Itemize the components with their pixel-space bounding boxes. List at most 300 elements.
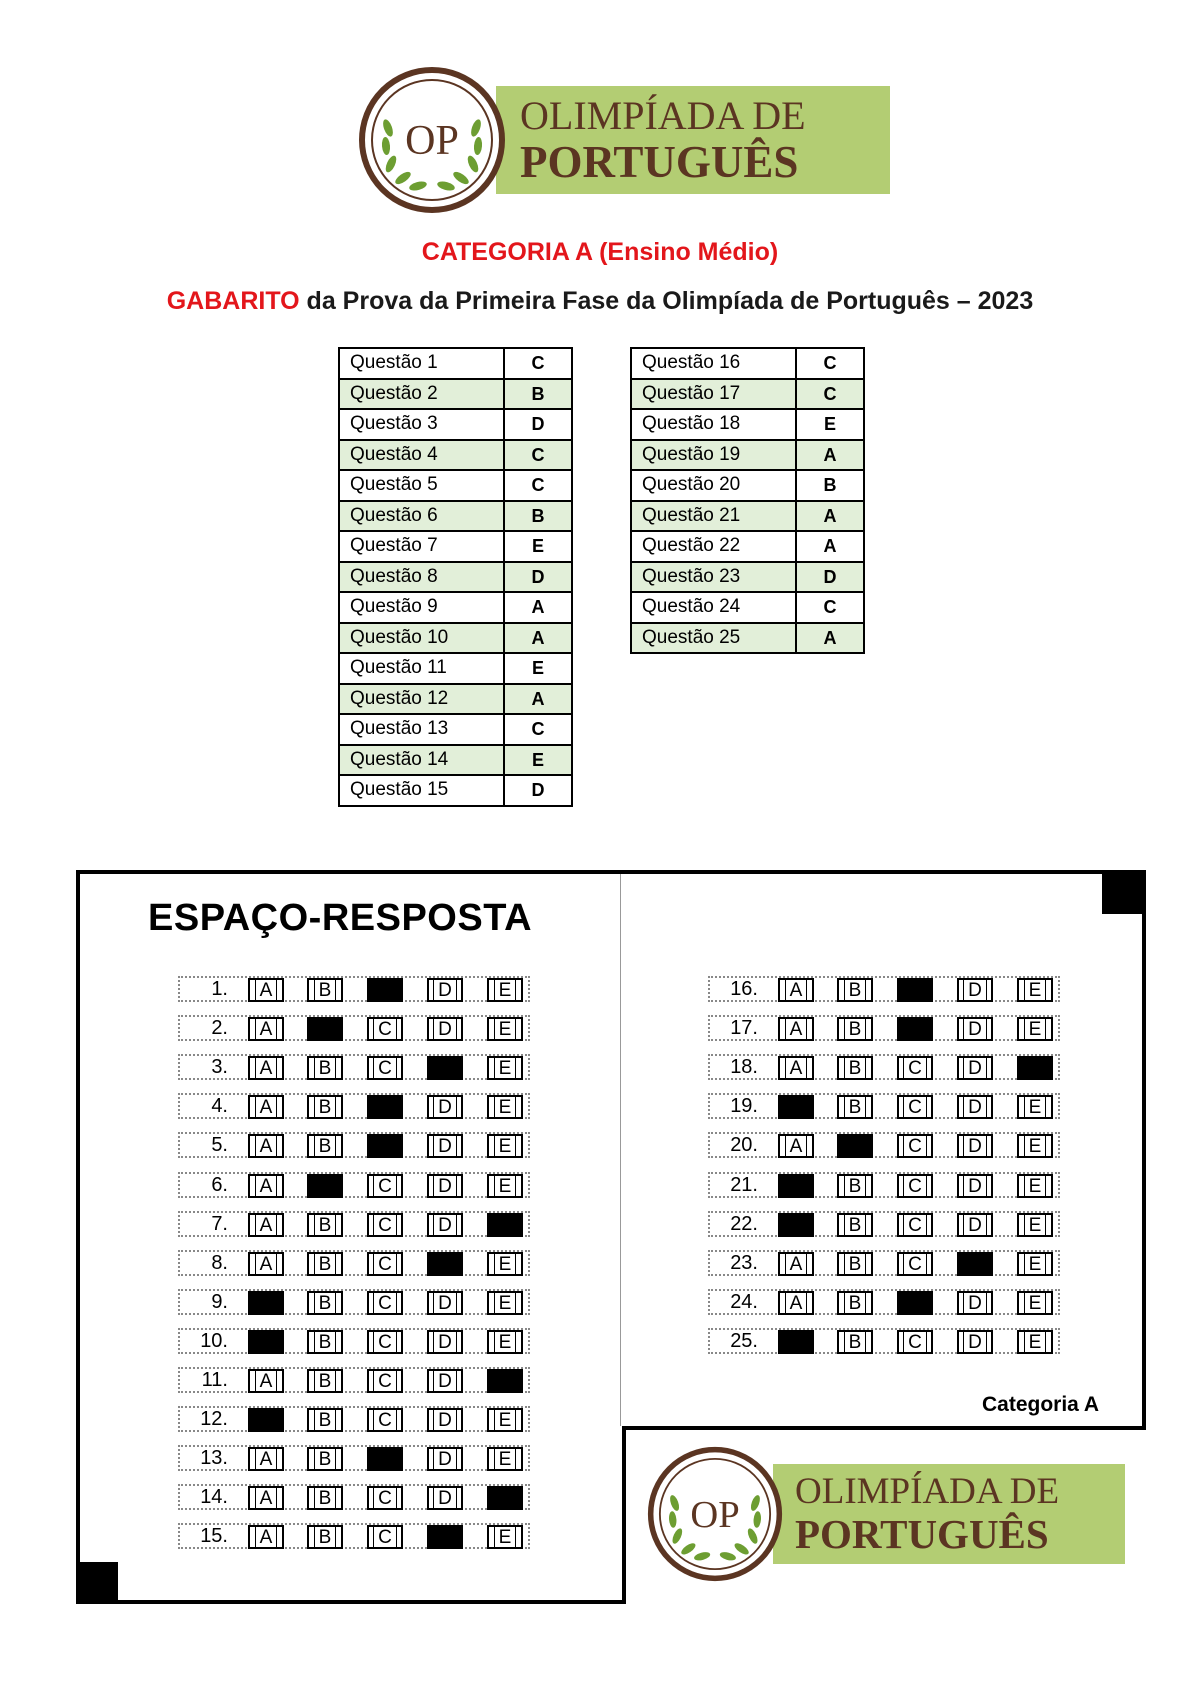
bubble-e[interactable] [487,1095,523,1119]
row-frame [178,1328,530,1354]
bubble-filled-c[interactable] [367,978,403,1002]
question-label: Questão 1 [339,348,504,379]
bubble-letter: D [433,1448,457,1471]
bubble-a[interactable] [248,1252,284,1276]
bubble-d[interactable] [957,1174,993,1198]
bubble-d[interactable] [957,1056,993,1080]
answer-letter: A [504,592,572,623]
bubble-letter: E [494,1175,517,1198]
bubble-e[interactable] [487,1447,523,1471]
question-number: 2. [211,1017,228,1040]
bubble-c[interactable] [367,1213,403,1237]
bubble-letter: E [494,1292,517,1315]
bubble-filled-a[interactable] [778,1095,814,1119]
bubble-filled-b[interactable] [307,1017,343,1041]
question-number: 11. [201,1369,228,1391]
op-emblem-icon [647,1446,783,1582]
answer-letter: C [504,440,572,471]
bubble-filled-c[interactable] [897,1017,933,1041]
bubble-d[interactable] [427,1408,463,1432]
bubble-letter: B [314,1448,337,1471]
bubble-a[interactable] [248,1486,284,1510]
bubble-letter: E [494,979,517,1002]
answer-row [178,1054,530,1082]
question-label: Questão 12 [339,684,504,715]
sheet-divider [620,874,621,1426]
answer-key-row [631,409,864,440]
bubble-letter: D [963,1214,987,1237]
answer-row [178,1367,530,1395]
bubble-c[interactable] [367,1369,403,1393]
bubble-a[interactable] [248,1095,284,1119]
bubble-b[interactable] [837,1252,873,1276]
bubble-a[interactable] [778,1291,814,1315]
bubble-filled-a[interactable] [778,1213,814,1237]
bubble-a[interactable] [778,1134,814,1158]
question-label: Questão 9 [339,592,504,623]
bubble-letter: B [314,1214,337,1237]
answer-row [708,1328,1060,1356]
bubble-a[interactable] [248,978,284,1002]
bubble-e[interactable] [1017,1134,1053,1158]
answer-row [708,1093,1060,1121]
row-frame [178,1054,530,1080]
bubble-letter: E [1024,1253,1047,1276]
answer-row [178,1289,530,1317]
bubble-letter: B [314,1057,337,1080]
bubble-letter: C [373,1253,397,1276]
bubble-c[interactable] [897,1330,933,1354]
bubble-filled-d[interactable] [427,1252,463,1276]
bubble-d[interactable] [427,1017,463,1041]
bubble-a[interactable] [778,978,814,1002]
bubble-filled-a[interactable] [778,1174,814,1198]
bubble-letter: C [373,1331,397,1354]
answer-letter: B [504,379,572,410]
bubble-e[interactable] [1017,1291,1053,1315]
bubble-e[interactable] [487,1252,523,1276]
row-frame [708,1132,1060,1158]
bubble-letter: A [255,1018,278,1041]
bubble-filled-c[interactable] [367,1134,403,1158]
answer-letter: E [504,745,572,776]
subtitle-highlight: GABARITO [166,287,300,315]
bubble-e[interactable] [1017,1252,1053,1276]
answer-letter: A [796,501,864,532]
bubble-d[interactable] [957,1134,993,1158]
answer-row [178,1093,530,1121]
bubble-filled-e[interactable] [487,1213,523,1237]
question-number: 1. [211,978,228,1000]
question-number: 16. [730,978,758,1000]
bubble-c[interactable] [367,1056,403,1080]
answer-letter: C [796,592,864,623]
logo-bottom [647,1446,1125,1582]
question-label: Questão 7 [339,531,504,562]
answer-row [708,1132,1060,1160]
question-label: Questão 16 [631,348,796,379]
bubble-c[interactable] [367,1486,403,1510]
bubble-b[interactable] [307,1447,343,1471]
bubble-filled-c[interactable] [897,978,933,1002]
bubble-d[interactable] [427,1095,463,1119]
bubble-e[interactable] [487,1291,523,1315]
bubble-letter: C [903,1135,927,1158]
question-number: 4. [211,1095,228,1118]
answer-row [178,1523,530,1551]
answer-key-row [631,440,864,471]
bubble-e[interactable] [1017,1174,1053,1198]
logo-line2: PORTUGUÊS [795,1511,1049,1557]
bubble-e[interactable] [1017,1095,1053,1119]
bubble-letter: E [1024,1135,1047,1158]
bubble-filled-c[interactable] [367,1447,403,1471]
answer-key-row [339,562,572,593]
answer-letter: E [504,531,572,562]
bubble-b[interactable] [837,1017,873,1041]
answer-key-row [339,501,572,532]
subtitle-rest: da Prova da Primeira Fase da Olimpíada de Português – 2023 [299,287,1034,315]
bubble-letter: D [433,1175,457,1198]
row-frame [708,976,1060,1002]
logo-initials: OP [690,1493,740,1536]
answer-key-row [339,775,572,806]
answer-key-row [339,531,572,562]
bubble-b[interactable] [837,1056,873,1080]
answer-letter: C [504,714,572,745]
registration-mark-bottom-left [76,1562,118,1604]
registration-mark-top-right [1102,870,1146,914]
question-label: Questão 6 [339,501,504,532]
bubble-b[interactable] [307,1095,343,1119]
question-label: Questão 4 [339,440,504,471]
bubble-a[interactable] [248,1056,284,1080]
answer-row [178,1406,530,1434]
question-number: 7. [211,1212,228,1235]
bubble-e[interactable] [487,1134,523,1158]
bubble-letter: D [433,1292,457,1315]
bubble-filled-d[interactable] [427,1056,463,1080]
row-frame [708,1289,1060,1315]
bubble-letter: E [1024,1018,1047,1041]
answer-row [178,1015,530,1043]
bubble-e[interactable] [487,1056,523,1080]
bubble-b[interactable] [307,1486,343,1510]
bubble-letter: A [255,1487,278,1510]
bubble-filled-a[interactable] [248,1408,284,1432]
bubble-letter: D [433,1214,457,1237]
bubble-letter: B [314,1253,337,1276]
bubble-filled-e[interactable] [487,1486,523,1510]
bubble-letter: A [255,1057,278,1080]
bubble-letter: B [844,1331,867,1354]
page-subtitle [0,287,1200,316]
bubble-b[interactable] [307,1056,343,1080]
answer-row [178,1328,530,1356]
logo-band [496,86,890,194]
question-number: 10. [200,1329,228,1352]
answer-row [178,1211,530,1239]
answer-letter: A [796,440,864,471]
question-label: Questão 13 [339,714,504,745]
answer-row [708,1211,1060,1239]
bubble-letter: B [314,1096,337,1119]
question-number: 9. [211,1290,228,1313]
sheet-border-top [76,870,1146,874]
bubble-letter: D [963,1175,987,1198]
bubble-c[interactable] [367,1330,403,1354]
bubble-e[interactable] [487,1330,523,1354]
row-frame [178,1484,530,1510]
bubble-letter: A [785,979,808,1002]
bubble-a[interactable] [778,1056,814,1080]
bubble-a[interactable] [248,1369,284,1393]
bubble-d[interactable] [957,1213,993,1237]
bubble-b[interactable] [837,1330,873,1354]
bubble-filled-c[interactable] [897,1291,933,1315]
bubble-letter: A [785,1018,808,1041]
bubble-a[interactable] [248,1447,284,1471]
bubble-b[interactable] [307,1213,343,1237]
bubble-letter: B [844,1018,867,1041]
bubble-letter: B [314,1526,337,1549]
bubble-b[interactable] [307,1252,343,1276]
bubble-letter: B [844,1175,867,1198]
logo-band [773,1464,1125,1564]
answer-key-row [631,379,864,410]
bubble-letter: A [255,1370,278,1393]
bubble-letter: A [255,1214,278,1237]
bubble-letter: C [903,1331,927,1354]
answer-letter: C [504,348,572,379]
bubble-e[interactable] [1017,1017,1053,1041]
bubble-letter: E [1024,1292,1047,1315]
logo-line2: PORTUGUÊS [520,136,799,187]
answer-letter: C [504,470,572,501]
answer-letter: D [796,562,864,593]
bubble-a[interactable] [248,1174,284,1198]
bubble-c[interactable] [367,1408,403,1432]
bubble-letter: D [433,1331,457,1354]
row-frame [178,1289,530,1315]
bubble-filled-a[interactable] [778,1330,814,1354]
answer-row [708,1054,1060,1082]
sheet-border-right [1142,870,1146,1430]
bubble-letter: A [255,1526,278,1549]
answer-key-row [339,348,572,379]
bubble-letter: C [373,1292,397,1315]
answer-letter: D [504,409,572,440]
bubble-letter: B [314,1135,337,1158]
bubble-b[interactable] [307,1369,343,1393]
bubble-c[interactable] [367,1017,403,1041]
bubble-letter: E [1024,1175,1047,1198]
bubble-a[interactable] [778,1017,814,1041]
bubble-b[interactable] [837,1213,873,1237]
answer-row [708,1250,1060,1278]
bubble-letter: E [494,1331,517,1354]
category-label: Categoria A [982,1393,1100,1416]
bubble-letter: C [373,1409,397,1432]
bubble-b[interactable] [837,1291,873,1315]
answer-letter: A [796,623,864,654]
bubble-b[interactable] [307,1525,343,1549]
row-frame [178,1406,530,1432]
bubble-letter: E [1024,1214,1047,1237]
bubble-filled-d[interactable] [427,1525,463,1549]
answer-row [178,1172,530,1200]
bubble-letter: A [255,1448,278,1471]
answer-key-row [631,592,864,623]
bubble-e[interactable] [487,1174,523,1198]
bubble-d[interactable] [427,1213,463,1237]
bubble-letter: C [373,1057,397,1080]
sheet-border-left [76,870,80,1603]
bubble-b[interactable] [837,978,873,1002]
bubble-d[interactable] [427,1174,463,1198]
row-frame [178,1211,530,1237]
answer-key-row [631,470,864,501]
bubble-a[interactable] [248,1134,284,1158]
bubble-a[interactable] [248,1525,284,1549]
sheet-border-middle [622,1426,626,1604]
question-label: Questão 10 [339,623,504,654]
bubble-letter: B [844,1253,867,1276]
row-frame [178,1250,530,1276]
bubble-letter: E [494,1409,517,1432]
bubble-d[interactable] [427,1134,463,1158]
bubble-filled-c[interactable] [367,1095,403,1119]
bubble-letter: D [433,1409,457,1432]
row-frame [178,1523,530,1549]
question-number: 15. [200,1525,228,1548]
bubble-a[interactable] [248,1213,284,1237]
bubble-letter: D [963,1331,987,1354]
bubble-filled-b[interactable] [837,1134,873,1158]
bubble-c[interactable] [367,1252,403,1276]
bubble-letter: C [903,1175,927,1198]
question-label: Questão 20 [631,470,796,501]
bubble-filled-a[interactable] [248,1330,284,1354]
bubble-e[interactable] [487,978,523,1002]
row-frame [708,1328,1060,1354]
bubble-d[interactable] [957,978,993,1002]
bubble-c[interactable] [367,1291,403,1315]
bubble-d[interactable] [957,1095,993,1119]
answer-key-row [631,501,864,532]
question-number: 8. [211,1251,228,1274]
answer-row [708,976,1060,1004]
bubble-c[interactable] [897,1174,933,1198]
bubble-c[interactable] [897,1134,933,1158]
bubble-b[interactable] [307,1330,343,1354]
answer-letter: B [504,501,572,532]
bubble-d[interactable] [427,978,463,1002]
bubble-e[interactable] [1017,1330,1053,1354]
answer-key-table-left [338,347,573,807]
question-number: 13. [200,1447,228,1470]
op-emblem-icon [358,66,506,214]
bubble-b[interactable] [307,1291,343,1315]
bubble-d[interactable] [427,1330,463,1354]
bubble-letter: D [433,979,457,1002]
bubble-b[interactable] [837,1174,873,1198]
bubble-b[interactable] [837,1095,873,1119]
bubble-filled-e[interactable] [487,1369,523,1393]
bubble-e[interactable] [487,1525,523,1549]
bubble-c[interactable] [897,1252,933,1276]
bubble-letter: E [1024,1096,1047,1119]
answer-row [178,1250,530,1278]
bubble-b[interactable] [307,1408,343,1432]
bubble-e[interactable] [1017,978,1053,1002]
bubble-b[interactable] [307,1134,343,1158]
bubble-c[interactable] [367,1174,403,1198]
answer-key-row [339,440,572,471]
row-frame [708,1211,1060,1237]
bubble-d[interactable] [427,1369,463,1393]
bubble-a[interactable] [248,1017,284,1041]
bubble-filled-a[interactable] [248,1291,284,1315]
bubble-letter: B [844,1292,867,1315]
bubble-letter: D [963,1292,987,1315]
bubble-c[interactable] [897,1095,933,1119]
bubble-e[interactable] [487,1408,523,1432]
answer-key-row [339,409,572,440]
bubble-letter: E [494,1526,517,1549]
bubble-letter: B [314,1487,337,1510]
answer-key-row [339,653,572,684]
bubble-letter: C [903,1253,927,1276]
bubble-a[interactable] [778,1252,814,1276]
bubble-d[interactable] [957,1330,993,1354]
question-number: 22. [730,1212,758,1235]
bubble-letter: A [255,1253,278,1276]
bubble-filled-b[interactable] [307,1174,343,1198]
row-frame [178,1093,530,1119]
row-frame [178,1367,530,1393]
bubble-letter: D [433,1135,457,1158]
sheet-border-bottom-left [76,1600,626,1604]
bubble-e[interactable] [487,1017,523,1041]
bubble-c[interactable] [897,1056,933,1080]
bubble-c[interactable] [367,1525,403,1549]
question-number: 5. [211,1134,228,1157]
bubble-b[interactable] [307,978,343,1002]
bubble-letter: C [373,1214,397,1237]
bubble-filled-e[interactable] [1017,1056,1053,1080]
bubble-letter: C [373,1487,397,1510]
answer-key-row [339,379,572,410]
bubble-e[interactable] [1017,1213,1053,1237]
bubble-c[interactable] [897,1213,933,1237]
row-frame [708,1250,1060,1276]
bubble-d[interactable] [427,1291,463,1315]
row-frame [178,1172,530,1198]
answer-key-row [339,592,572,623]
question-number: 24. [730,1290,758,1313]
question-label: Questão 18 [631,409,796,440]
logo-line1: OLIMPÍADA DE [795,1471,1060,1512]
bubble-d[interactable] [957,1291,993,1315]
bubble-filled-d[interactable] [957,1252,993,1276]
answer-key-row [631,531,864,562]
bubble-d[interactable] [957,1017,993,1041]
bubble-d[interactable] [427,1447,463,1471]
question-number: 25. [730,1329,758,1352]
bubble-letter: B [314,1409,337,1432]
bubble-d[interactable] [427,1486,463,1510]
